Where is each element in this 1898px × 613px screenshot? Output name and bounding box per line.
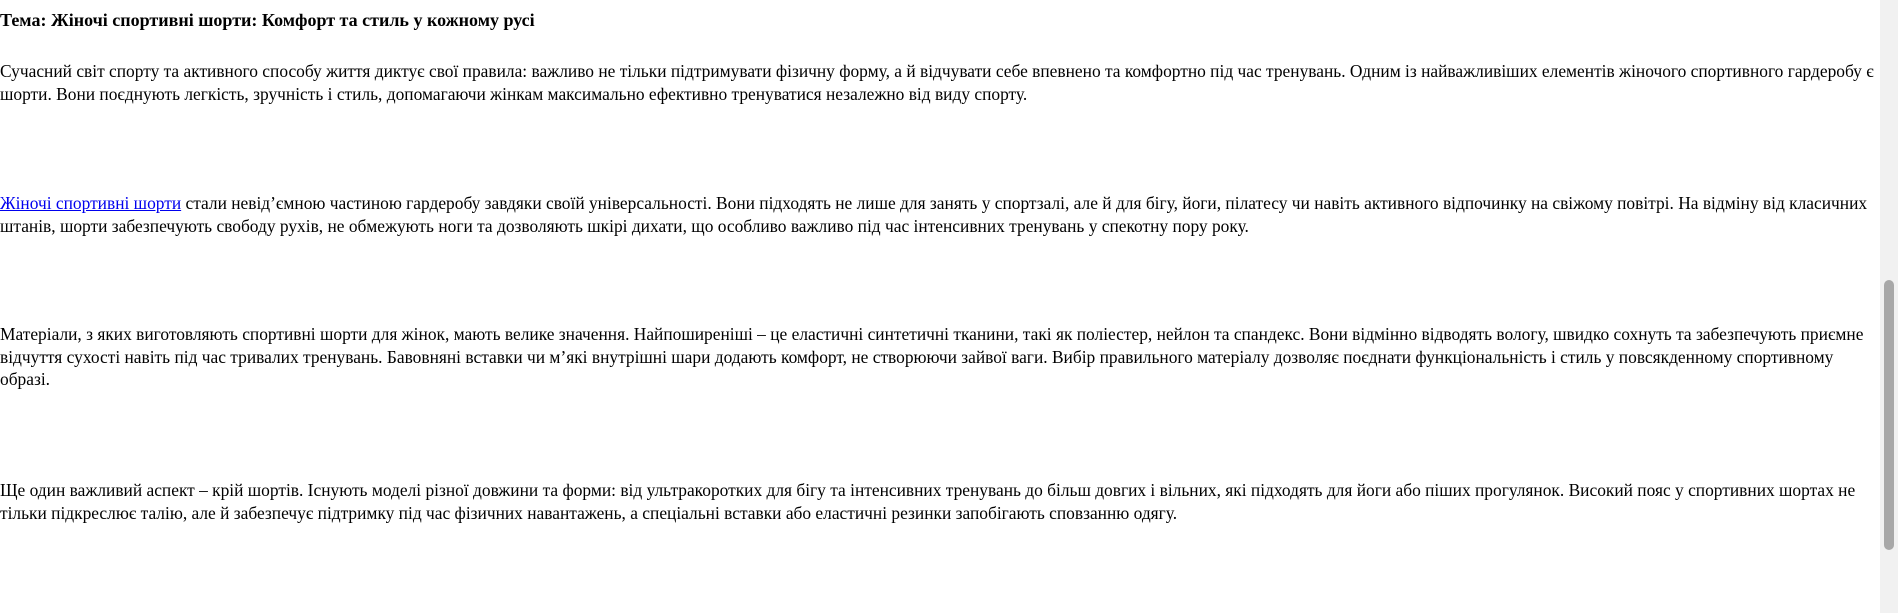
paragraph-cut: Ще один важливий аспект – крій шортів. Існують моделі різної довжини та форми: від ультракоротких для бігу та інтенсивних тренувань до більш довгих і вільних, які підходять для йоги або піших прогулянок. Високий пояс у спортивних шортах не тільки підкреслює талію, але й забезпечує підтримку під час фізичних навантажень, а спеціальні вставки або еластичні резинки запобігають сповзанню одягу. bbox=[0, 480, 1856, 523]
article-title: Тема: Жіночі спортивні шорти: Комфорт та стиль у кожному русі bbox=[0, 10, 535, 30]
scrollbar-thumb[interactable] bbox=[1884, 280, 1894, 550]
shorts-link[interactable]: Жіночі спортивні шорти bbox=[0, 193, 182, 213]
paragraph-intro: Сучасний світ спорту та активного способу життя диктує свої правила: важливо не тільки підтримувати фізичну форму, а й відчувати себе впевнено та комфортно під час тренувань. Одним із найважливіших елементів жіночого спортивного гардеробу є шорти. Вони поєднують легкість, зручність і стиль, допомагаючи жінкам максимально ефективно тренуватися незалежно від виду спорту. bbox=[0, 61, 1874, 104]
paragraph-universality bbox=[0, 192, 1878, 237]
vertical-scrollbar[interactable] bbox=[1880, 0, 1898, 613]
paragraph-materials: Матеріали, з яких виготовляють спортивні шорти для жінок, мають велике значення. Найпоширеніші – це еластичні синтетичні тканини, такі як поліестер, нейлон та спандекс. Вони відмінно відводять вологу, швидко сохнуть та забезпечують приємне відчуття сухості навіть під час тривалих тренувань. Бавовняні вставки чи м’які внутрішні шари додають комфорт, не створюючи зайвої ваги. Вибір правильного матеріалу дозволяє поєднати функціональність і стиль у повсякденному спортивному образі. bbox=[0, 324, 1864, 389]
paragraph-universality-text: стали невід’ємною частиною гардеробу завдяки своїй універсальності. Вони підходять не лише для занять у спортзалі, але й для бігу, йоги, пілатесу чи навіть активного відпочинку на свіжому повітрі. На відміну від класичних штанів, шорти забезпечують свободу рухів, не обмежують ноги та дозволяють шкірі дихати, що особливо важливо під час інтенсивних тренувань у спекотну пору року. bbox=[0, 193, 1868, 236]
